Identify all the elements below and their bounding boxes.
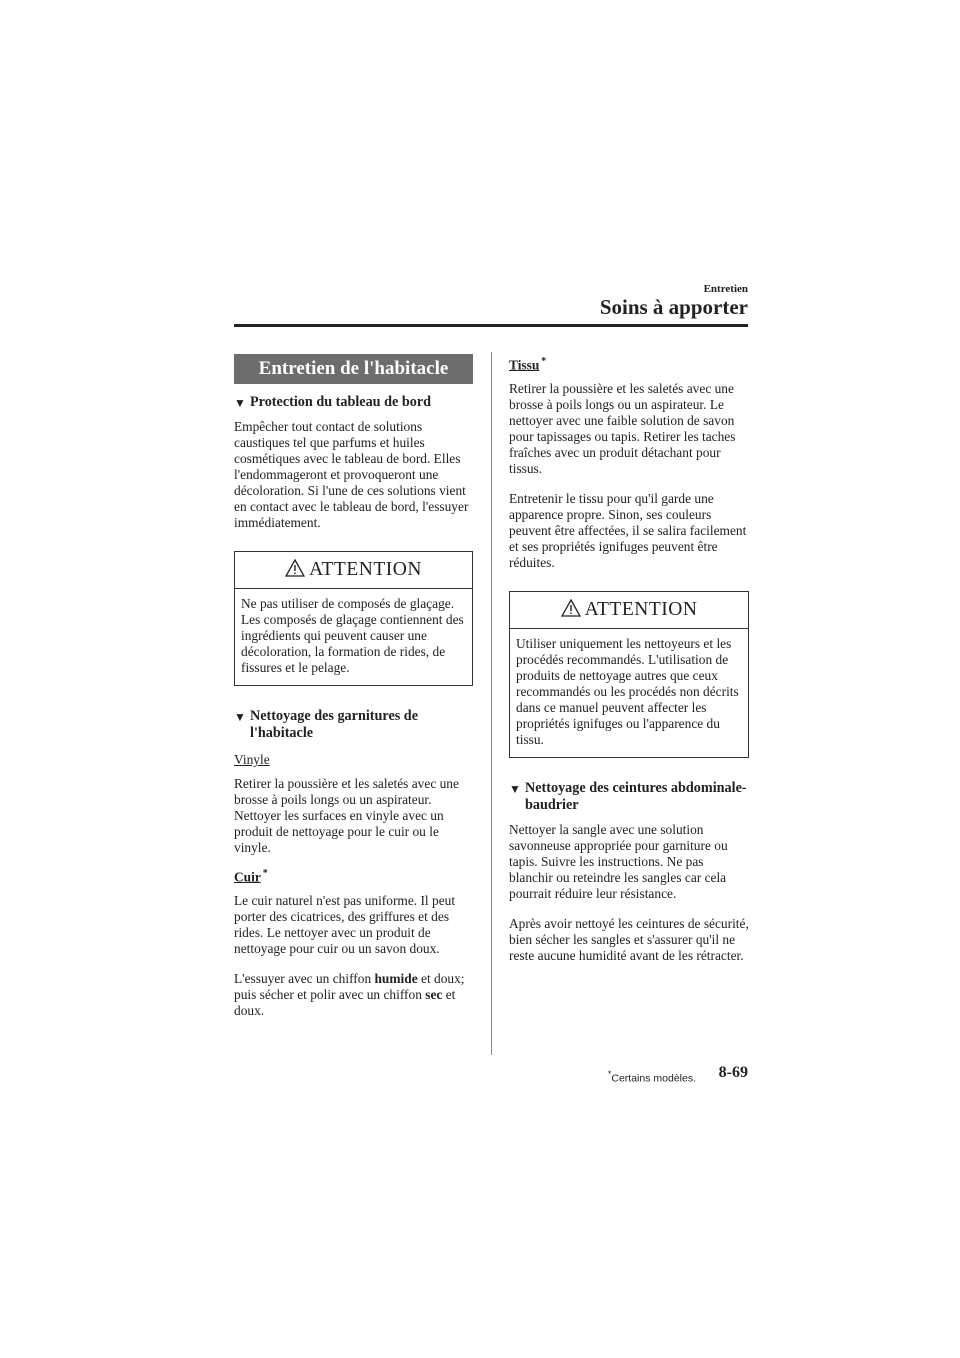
right-column <box>509 354 749 964</box>
fabric-heading-text: Tissu <box>509 357 540 373</box>
text-run: et doux. <box>234 987 456 1019</box>
caution-text: Utiliser uniquement les nettoyeurs et les procédés recommandés. L'utilisation de produits de nettoyage autres que ceux recommandés ou les procédés non décrits dans ce manuel peuvent affecter les propriétés ignifuges ou l'apparence du tissu. <box>516 636 739 748</box>
caution-title <box>510 592 748 629</box>
footnote-text: Certains modèles. <box>611 1072 696 1085</box>
caution-text: Ne pas utiliser de composés de glaçage. Les composés de glaçage contiennent des ingrédients qui peuvent causer une décoloration, la formation de rides, de fissures et le pelage. <box>241 596 464 675</box>
subheading-belts <box>509 780 749 814</box>
asterisk-icon: * <box>262 868 268 879</box>
asterisk-icon: * <box>541 356 547 367</box>
subheading-trim <box>234 708 473 742</box>
asterisk-icon: * <box>607 1069 612 1079</box>
triangle-icon: ▼ <box>234 710 246 724</box>
warning-triangle-icon <box>285 559 305 577</box>
header-rule <box>234 324 748 327</box>
warning-triangle-icon <box>561 599 581 617</box>
triangle-icon: ▼ <box>234 396 246 410</box>
subheading-dashboard <box>234 394 473 411</box>
belt-paragraph-1: Nettoyer la sangle avec une solution savonneuse appropriée pour garniture ou tapis. Suivre les instructions. Ne pas blanchir ou reteindre les sangles car cela pourrait réduire leur résistance. <box>509 822 728 902</box>
bold-run: sec <box>425 987 443 1003</box>
subheading-text: Protection du tableau de bord <box>250 394 432 410</box>
text-run: L'essuyer avec un chiffon <box>234 971 375 987</box>
leather-heading <box>234 866 473 885</box>
fabric-paragraph-1: Retirer la poussière et les saletés avec une brosse à poils longs ou un aspirateur. Le nettoyer avec une faible solution de savon pour tapissages ou tapis. Retirer les taches fraîches avec un produit détachant pour tissus. <box>509 381 736 477</box>
vinyl-heading: Vinyle <box>234 752 270 767</box>
subheading-text: Nettoyage des garnitures de l'habitacle <box>250 708 418 741</box>
page-number: 8-69 <box>718 1064 748 1081</box>
vinyl-paragraph: Retirer la poussière et les saletés avec une brosse à poils longs ou un aspirateur. Nettoyer les surfaces en vinyle avec un produit de nettoyage pour le cuir ou le vinyle. <box>234 776 459 855</box>
footnote <box>608 1069 696 1085</box>
section-band: Entretien de l'habitacle <box>234 354 473 384</box>
caution-box <box>509 591 749 758</box>
bold-run: humide <box>374 971 418 987</box>
fabric-paragraph-2: Entretenir le tissu pour qu'il garde une apparence propre. Sinon, ses couleurs peuvent être affectées, il se salira facilement et ses propriétés ignifuges peuvent être réduites. <box>509 491 747 571</box>
triangle-icon: ▼ <box>509 782 521 797</box>
fabric-heading <box>509 354 749 373</box>
caution-title-text: ATTENTION <box>584 599 698 621</box>
leather-paragraph-1: Le cuir naturel n'est pas uniforme. Il peut porter des cicatrices, des griffures et des rides. Le nettoyer avec un produit de nettoyage pour cuir ou un savon doux. <box>234 893 456 957</box>
leather-paragraph-2 <box>234 971 473 1019</box>
caution-box <box>234 551 473 686</box>
left-column <box>234 354 473 1019</box>
leather-heading-text: Cuir <box>234 869 261 885</box>
page-title: Soins à apporter <box>599 295 748 319</box>
belt-paragraph-2: Après avoir nettoyé les ceintures de sécurité, bien sécher les sangles et s'assurer qu'il ne reste aucune humidité avant de les rétracter. <box>509 916 749 964</box>
paragraph-dashboard: Empêcher tout contact de solutions caustiques tel que parfums et huiles cosmétiques avec le tableau de bord. Elles l'endommageront et provoqueront une décoloration. Si l'une de ces solutions vient en contact avec le tableau de bord, l'essuyer immédiatement. <box>234 419 469 530</box>
header-section: Entretien <box>703 283 748 295</box>
caution-title <box>235 552 472 589</box>
text-run: et doux; puis sécher et polir avec un chiffon <box>234 971 465 1003</box>
subheading-text: Nettoyage des ceintures abdominale-baudrier <box>525 780 747 814</box>
caution-title-text: ATTENTION <box>309 559 422 580</box>
column-divider <box>491 352 492 1055</box>
